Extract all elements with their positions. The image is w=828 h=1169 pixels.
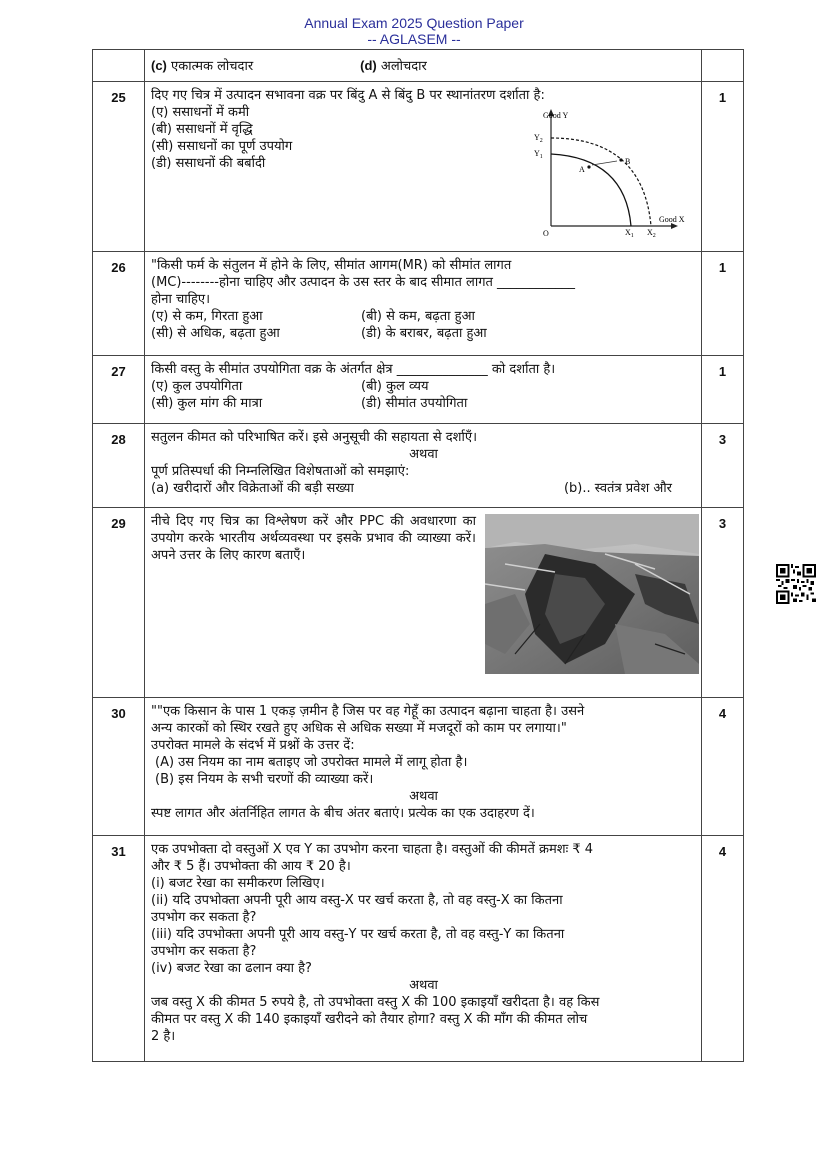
- cracked-road-photo: [485, 514, 699, 674]
- point-a: [587, 165, 590, 168]
- question-marks: 4: [702, 698, 744, 836]
- question-line-5: 2 है।: [151, 1029, 176, 1044]
- question-stem: दिए गए चित्र में उत्पादन सभावना वक्र पर बिंदु A से बिंदु B पर स्थानांतरण दर्शाता है:: [151, 88, 545, 103]
- option-2: (बी) ससाधनों में वृद्धि: [151, 122, 253, 137]
- y1-label: $Y_1$: [534, 149, 543, 160]
- question-line-3: होना चाहिए।: [151, 292, 210, 307]
- question-line-2: (MC)--------होना चाहिए और उत्पादन के उस स्तर के बाद सीमात लागत ____________: [151, 275, 576, 290]
- question-row-27: [93, 356, 744, 424]
- origin-label: O: [543, 229, 549, 238]
- question-stem: किसी वस्तु के सीमांत उपयोगिता वक्र के अंतर्गत क्षेत्र ______________ को दर्शाता है।: [151, 362, 556, 377]
- question-number: 28: [93, 424, 145, 508]
- option-2: (बी) से कम, बढ़ता हुआ: [361, 309, 475, 324]
- part-ii-line-1: (ii) यदि उपभोक्ता अपनी पूरी आय वस्तु-X पर खर्च करता है, तो वह वस्तु-X का कितना: [151, 893, 563, 908]
- point-a-label: A: [579, 165, 585, 174]
- x2-label: $X_2$: [647, 228, 656, 239]
- question-line-4: कीमत पर वस्तु X की 140 इकाइयाँ खरीदने को तैयार होगा? वस्तु X की माँग की कीमत लोच: [151, 1012, 588, 1027]
- continuation-row: [93, 50, 744, 82]
- question-row-25: [93, 82, 744, 252]
- x-axis-label: Good X: [659, 215, 685, 224]
- question-line-2: अन्य कारकों को स्थिर रखते हुए अधिक से अधिक सख्या में मजदूरों को काम पर लगाया।": [151, 721, 567, 736]
- question-number: 27: [93, 356, 145, 424]
- question-line-1: एक उपभोक्ता दो वस्तुओं X एव Y का उपभोग करना चाहता है। वस्तुओं की कीमतें क्रमशः ₹ 4: [151, 842, 594, 857]
- part-b: (b).. स्वतंत्र प्रवेश और: [563, 481, 672, 496]
- option-3: (सी) ससाधनों का पूर्ण उपयोग: [151, 139, 293, 154]
- option-d-text: अलोचदार: [380, 59, 427, 74]
- question-line-3: उपरोक्त मामले के संदर्भ में प्रश्नों के उत्तर दें:: [151, 738, 355, 753]
- ppc-diagram: [525, 108, 695, 248]
- or-label: अथवा: [409, 447, 438, 462]
- question-marks: 3: [702, 508, 744, 698]
- question-line-1: ""एक किसान के पास 1 एकड़ ज़मीन है जिस पर वह गेहूँ का उत्पादन बढ़ाना चाहता है। उसने: [151, 704, 585, 719]
- question-number: 26: [93, 252, 145, 356]
- point-b: [619, 158, 622, 161]
- question-row-28: [93, 424, 744, 508]
- option-d-letter: (d): [360, 58, 377, 73]
- or-label: अथवा: [409, 789, 438, 804]
- y-axis-label: Good Y: [543, 111, 569, 120]
- option-4: (डी) ससाधनों की बर्बादी: [151, 156, 266, 171]
- question-marks: 3: [702, 424, 744, 508]
- option-c-letter: (c): [151, 58, 167, 73]
- or-label: अथवा: [409, 978, 438, 993]
- option-c-text: एकात्मक लोचदार: [171, 59, 254, 74]
- question-row-26: [93, 252, 744, 356]
- option-3: (सी) से अधिक, बढ़ता हुआ: [151, 326, 280, 341]
- option-1: (ए) कुल उपयोगिता: [151, 379, 243, 394]
- question-marks: 1: [702, 252, 744, 356]
- part-a: (A) उस नियम का नाम बताइए जो उपरोक्त मामले में लागू होता है।: [155, 755, 468, 770]
- part-a: (a) खरीदारों और विक्रेताओं की बड़ी सख्या: [151, 481, 354, 496]
- option-4: (डी) के बराबर, बढ़ता हुआ: [361, 326, 487, 341]
- option-1: (ए) से कम, गिरता हुआ: [151, 309, 263, 324]
- question-number: 25: [93, 82, 145, 252]
- source-label: -- AGLASEM --: [367, 31, 461, 47]
- part-iv: (iv) बजट रेखा का ढलान क्या है?: [151, 961, 312, 976]
- option-1: (ए) ससाधनों में कमी: [151, 105, 250, 120]
- ppc-curve-inner: [551, 154, 631, 226]
- question-marks: 1: [702, 82, 744, 252]
- question-marks: 4: [702, 836, 744, 1062]
- option-3: (सी) कुल मांग की मात्रा: [151, 396, 263, 411]
- qr-code-icon: [776, 564, 816, 604]
- part-i: (i) बजट रेखा का समीकरण लिखिए।: [151, 876, 325, 891]
- question-line-2: पूर्ण प्रतिस्पर्धा की निम्नलिखित विशेषताओं को समझाएं:: [151, 464, 410, 479]
- option-2: (बी) कुल व्यय: [361, 379, 429, 394]
- question-number: 30: [93, 698, 145, 836]
- question-text: नीचे दिए गए चित्र का विश्लेषण करें और PPC की अवधारणा का उपयोग करके भारतीय अर्थव्यवस्था पर इसके प्रभाव की व्याख्या करें। अपने उत्तर के लिए कारण बताएँ।: [151, 514, 476, 563]
- question-row-31: [93, 836, 744, 1062]
- page-header: [0, 15, 828, 47]
- question-line-4: स्पष्ट लागत और अंतर्निहित लागत के बीच अंतर बताएं। प्रत्येक का एक उदाहरण दें।: [151, 806, 535, 821]
- question-marks: 1: [702, 356, 744, 424]
- question-line-1: "किसी फर्म के संतुलन में होने के लिए, सीमांत आगम(MR) को सीमांत लागत: [151, 258, 512, 273]
- part-iii-line-1: (iii) यदि उपभोक्ता अपनी पूरी आय वस्तु-Y पर खर्च करता है, तो वह वस्तु-Y का कितना: [151, 927, 565, 942]
- exam-title: Annual Exam 2025 Question Paper: [304, 15, 524, 31]
- x1-label: $X_1$: [625, 228, 634, 239]
- option-4: (डी) सीमांत उपयोगिता: [361, 396, 468, 411]
- question-line-2: और ₹ 5 हैं। उपभोक्ता की आय ₹ 20 है।: [151, 859, 351, 874]
- point-b-label: B: [625, 157, 631, 166]
- y2-label: $Y_2$: [534, 133, 543, 144]
- part-ii-line-2: उपभोग कर सकता है?: [151, 910, 257, 925]
- question-row-29: [93, 508, 744, 698]
- part-iii-line-2: उपभोग कर सकता है?: [151, 944, 257, 959]
- question-line-3: जब वस्तु X की कीमत 5 रुपये है, तो उपभोक्ता वस्तु X की 100 इकाइयाँ खरीदता है। वह किस: [151, 995, 600, 1010]
- question-table: [92, 49, 744, 1062]
- part-b: (B) इस नियम के सभी चरणों की व्याख्या करें।: [155, 772, 374, 787]
- ppc-curve-outer: [551, 138, 651, 226]
- question-number: 29: [93, 508, 145, 698]
- question-row-30: [93, 698, 744, 836]
- question-line-1: सतुलन कीमत को परिभाषित करें। इसे अनुसूची की सहायता से दर्शाएँ।: [151, 430, 477, 445]
- question-number: 31: [93, 836, 145, 1062]
